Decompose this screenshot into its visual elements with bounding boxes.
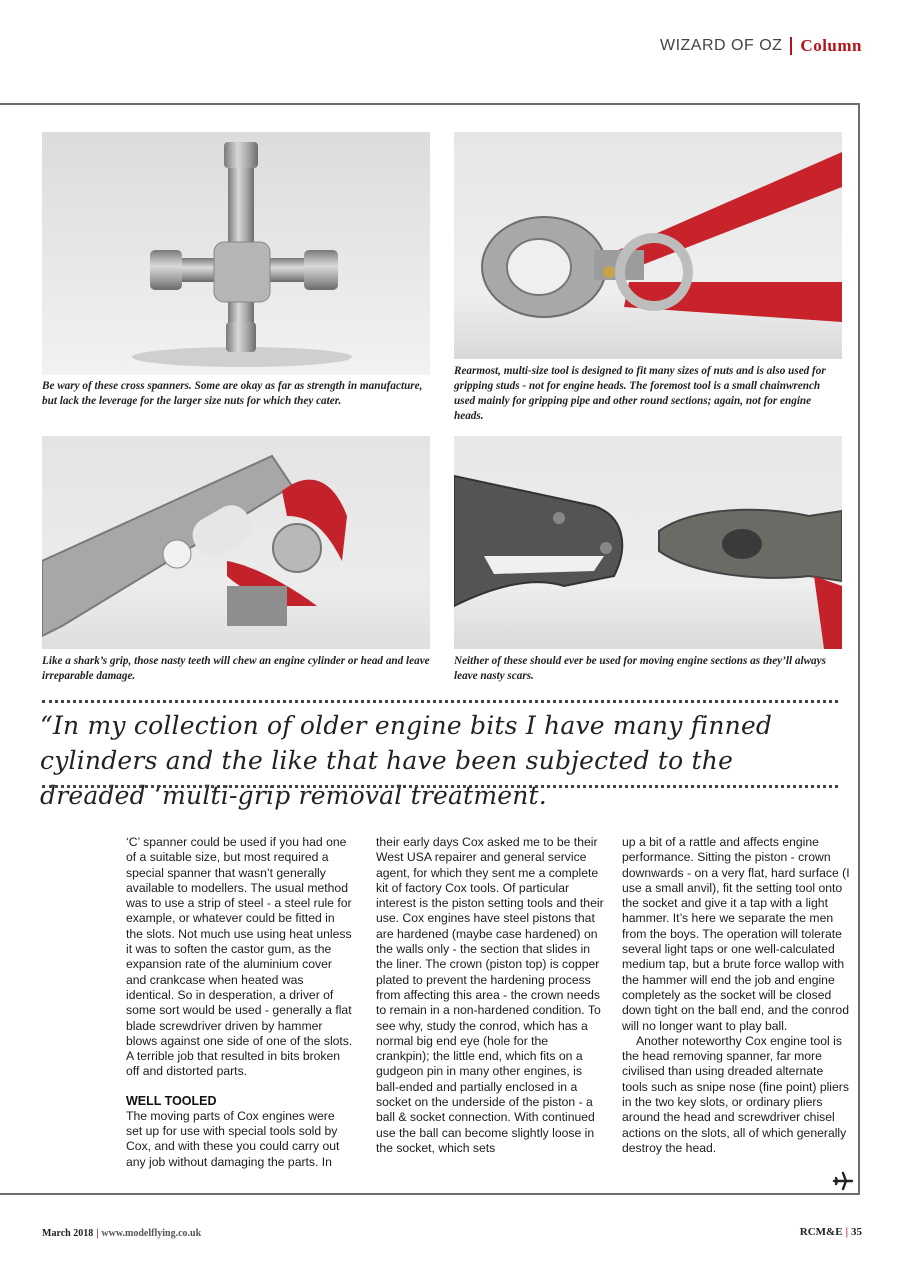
- body-paragraph: up a bit of a rattle and affects engine performance. Sitting the piston - crown downwards - on a very flat, hard surface (I use a small anvil), fit the setting tool onto the socket and give it a tap with a light hammer. It’s here we separate the men from the boys. The operation will tolerate several light taps or one well-calculated medium tap, but a brute force wallop with the hammer will end the job and engine completely as the socket will be closed down tight on the ball end, and the conrod will no longer want to play ball.: [622, 835, 850, 1033]
- cross-spanner-caption: Be wary of these cross spanners. Some are okay as far as strength in manufacture, but lack the leverage for the larger size nuts for which they cater.: [42, 380, 423, 407]
- footer-left: [42, 1228, 201, 1239]
- footer-divider: |: [845, 1226, 848, 1238]
- body-paragraph: ‘C’ spanner could be used if you had one of a suitable size, but most required a special spanner that wasn’t generally available to modellers. The usual method was to use a strip of steel - a steel rule for example, or whatever could be fitted in the slots. Not much use using heat unless it was to soften the castor gum, as the expansion rate of the aluminium cover and crankcase when heated was identical. So in desperation, a driver of some sort would be used - generally a flat blade screwdriver driven by hammer blows against one side of one of the slots. A terrible job that resulted in bits broken off and distorted parts.: [126, 835, 353, 1079]
- multi-grip-photo: [42, 436, 430, 649]
- multi-size-tool-caption: Rearmost, multi-size tool is designed to fit many sizes of nuts and is also used for gripping studs - not for engine heads. The foremost tool is a small chainwrench used mainly for gripping pipe and other round sections; again, not for engine heads.: [454, 365, 826, 422]
- pull-quote: “In my collection of older engine bits I have many finned cylinders and the like that have been subjected to the dreaded ‘multi-grip removal treatment.: [40, 711, 773, 810]
- issue-date: March 2018: [42, 1228, 94, 1239]
- page-number: 35: [851, 1226, 862, 1238]
- section-title: WIZARD OF OZ: [659, 37, 783, 54]
- magazine-name: RCM&E: [799, 1226, 843, 1238]
- cross-spanner-photo: [42, 132, 430, 375]
- multi-grip-caption: Like a shark’s grip, those nasty teeth will chew an engine cylinder or head and leave irreparable damage.: [42, 655, 430, 682]
- body-column-2: [376, 835, 604, 1156]
- multi-size-tool-photo: [454, 132, 842, 359]
- pliers-illustration: [454, 436, 842, 649]
- body-paragraph: their early days Cox asked me to be their West USA repairer and general service agent, for which they sent me a complete kit of factory Cox tools. Of particular interest is the piston setting tools and their use. Cox engines have steel pistons that are hardened (maybe case hardened) on the walls only - the section that slides in the liner. The crown (piston top) is copper plated to prevent the hardening process from affecting this area - the crown needs to remain in a non-hardened condition. To see why, study the conrod, which has a normal big end eye (hole for the crankpin); the little end, which fits on a gudgeon pin in many other engines, is ball-ended and partially enclosed in a socket on the underside of the piston - a ball & socket connection. With continued use the ball can become slightly loose in the socket, which sets: [376, 835, 604, 1155]
- quote-divider-bottom: [42, 785, 838, 788]
- header-divider: [790, 37, 792, 55]
- column-label: Column: [800, 36, 862, 55]
- multi-size-tool-illustration: [454, 132, 842, 359]
- footer-divider: |: [96, 1228, 99, 1239]
- website-link[interactable]: www.modelflying.co.uk: [101, 1228, 202, 1239]
- body-paragraph: The moving parts of Cox engines were set up for use with special tools sold by Cox, and with these you could carry out any job without damaging the parts. In: [126, 1108, 340, 1169]
- body-paragraph: Another noteworthy Cox engine tool is the head removing spanner, far more civilised than using dreaded alternate tools such as snipe nose (fine point) pliers in the two key slots, or ordinary pliers around the head and screwdriver chisel actions on the slots, all of which generally destroy the head.: [622, 1033, 849, 1155]
- body-column-1: [126, 835, 354, 1170]
- quote-divider-top: [42, 700, 838, 703]
- airplane-end-icon: [832, 1170, 854, 1192]
- cross-spanner-illustration: [42, 132, 430, 375]
- section-heading: WELL TOOLED: [126, 1093, 217, 1108]
- page-header: [660, 36, 862, 56]
- footer-right: [800, 1226, 862, 1238]
- body-column-3: [622, 835, 850, 1156]
- multi-grip-illustration: [42, 436, 430, 649]
- pliers-caption: Neither of these should ever be used for moving engine sections as they’ll always leave nasty scars.: [454, 655, 826, 682]
- pliers-photo: [454, 436, 842, 649]
